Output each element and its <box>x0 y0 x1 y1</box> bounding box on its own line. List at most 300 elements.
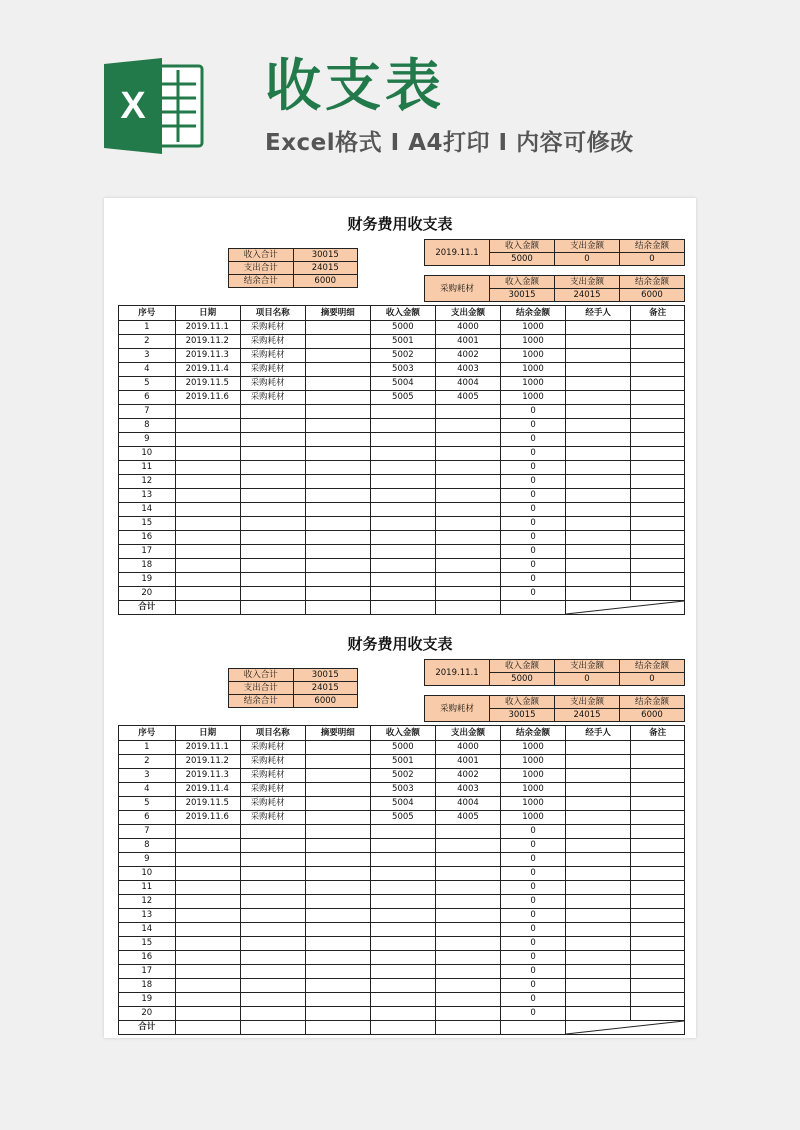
table-cell[interactable] <box>566 811 631 825</box>
table-cell[interactable] <box>631 811 685 825</box>
table-cell[interactable] <box>240 517 305 531</box>
table-cell[interactable] <box>305 405 370 419</box>
table-cell[interactable] <box>631 559 685 573</box>
table-cell[interactable]: 0 <box>500 881 565 895</box>
table-cell[interactable] <box>566 909 631 923</box>
table-cell[interactable]: 0 <box>500 503 565 517</box>
table-cell[interactable] <box>435 993 500 1007</box>
table-cell[interactable]: 13 <box>119 909 176 923</box>
table-cell[interactable]: 1000 <box>500 391 565 405</box>
table-cell[interactable] <box>305 349 370 363</box>
table-cell[interactable]: 2019.11.6 <box>175 391 240 405</box>
table-cell[interactable]: 2019.11.1 <box>175 741 240 755</box>
table-cell[interactable] <box>175 419 240 433</box>
table-cell[interactable] <box>566 853 631 867</box>
table-cell[interactable] <box>370 825 435 839</box>
stats-header[interactable]: 收入金额 <box>490 660 555 673</box>
stats-value[interactable]: 0 <box>555 673 620 686</box>
table-cell[interactable] <box>566 433 631 447</box>
table-cell[interactable]: 采购耗材 <box>240 391 305 405</box>
total-diagonal-cell[interactable] <box>566 1021 685 1035</box>
table-cell[interactable]: 采购耗材 <box>240 377 305 391</box>
table-cell[interactable] <box>305 517 370 531</box>
table-cell[interactable] <box>631 475 685 489</box>
table-cell[interactable] <box>566 587 631 601</box>
table-cell[interactable] <box>305 531 370 545</box>
table-cell[interactable] <box>370 503 435 517</box>
table-cell[interactable]: 1000 <box>500 797 565 811</box>
table-cell[interactable]: 0 <box>500 951 565 965</box>
stats-header[interactable]: 支出金额 <box>555 276 620 289</box>
table-cell[interactable] <box>175 447 240 461</box>
table-cell[interactable]: 4004 <box>435 377 500 391</box>
table-cell[interactable]: 5000 <box>370 321 435 335</box>
stats-value[interactable]: 5000 <box>490 253 555 266</box>
summary-label[interactable]: 支出合计 <box>229 262 294 275</box>
table-cell[interactable] <box>435 559 500 573</box>
table-cell[interactable]: 1000 <box>500 769 565 783</box>
stats-header[interactable]: 结余金额 <box>620 276 685 289</box>
table-cell[interactable] <box>631 1007 685 1021</box>
table-cell[interactable] <box>240 447 305 461</box>
table-cell[interactable] <box>631 405 685 419</box>
stats-value[interactable]: 0 <box>620 253 685 266</box>
table-cell[interactable] <box>305 503 370 517</box>
table-cell[interactable]: 采购耗材 <box>240 741 305 755</box>
table-cell[interactable]: 0 <box>500 909 565 923</box>
table-cell[interactable]: 20 <box>119 1007 176 1021</box>
stats-value[interactable]: 30015 <box>490 709 555 722</box>
table-cell[interactable] <box>175 993 240 1007</box>
column-header[interactable]: 序号 <box>119 726 176 741</box>
column-header[interactable]: 序号 <box>119 306 176 321</box>
table-cell[interactable] <box>240 475 305 489</box>
table-cell[interactable]: 0 <box>500 419 565 433</box>
table-cell[interactable] <box>631 503 685 517</box>
table-cell[interactable]: 0 <box>500 979 565 993</box>
summary-value[interactable]: 30015 <box>293 669 358 682</box>
table-cell[interactable] <box>175 853 240 867</box>
table-cell[interactable]: 2 <box>119 335 176 349</box>
table-cell[interactable]: 采购耗材 <box>240 783 305 797</box>
table-cell[interactable]: 0 <box>500 517 565 531</box>
table-cell[interactable] <box>566 349 631 363</box>
table-cell[interactable] <box>175 923 240 937</box>
column-header[interactable]: 备注 <box>631 306 685 321</box>
table-cell[interactable]: 2019.11.2 <box>175 335 240 349</box>
table-cell[interactable]: 4000 <box>435 321 500 335</box>
table-cell[interactable] <box>305 573 370 587</box>
table-cell[interactable] <box>566 951 631 965</box>
table-cell[interactable] <box>631 755 685 769</box>
stats-label[interactable]: 采购耗材 <box>425 276 490 302</box>
table-cell[interactable] <box>631 769 685 783</box>
stats-value[interactable]: 24015 <box>555 709 620 722</box>
table-cell[interactable] <box>305 797 370 811</box>
stats-header[interactable]: 结余金额 <box>620 660 685 673</box>
table-cell[interactable] <box>305 979 370 993</box>
table-cell[interactable] <box>566 825 631 839</box>
table-cell[interactable]: 0 <box>500 489 565 503</box>
table-cell[interactable] <box>370 433 435 447</box>
table-cell[interactable] <box>240 433 305 447</box>
table-cell[interactable] <box>435 461 500 475</box>
table-cell[interactable]: 2019.11.1 <box>175 321 240 335</box>
table-cell[interactable] <box>240 839 305 853</box>
table-cell[interactable] <box>566 503 631 517</box>
table-cell[interactable] <box>240 937 305 951</box>
table-cell[interactable] <box>305 489 370 503</box>
table-cell[interactable] <box>370 405 435 419</box>
summary-value[interactable]: 6000 <box>293 275 358 288</box>
table-cell[interactable] <box>305 1007 370 1021</box>
table-cell[interactable] <box>305 853 370 867</box>
table-cell[interactable] <box>631 419 685 433</box>
table-cell[interactable] <box>566 461 631 475</box>
table-cell[interactable] <box>305 363 370 377</box>
table-cell[interactable] <box>370 895 435 909</box>
table-cell[interactable] <box>566 559 631 573</box>
table-cell[interactable]: 19 <box>119 573 176 587</box>
table-cell[interactable]: 0 <box>500 475 565 489</box>
table-cell[interactable] <box>175 825 240 839</box>
stats-value[interactable]: 24015 <box>555 289 620 302</box>
column-header[interactable]: 日期 <box>175 306 240 321</box>
table-cell[interactable]: 0 <box>500 545 565 559</box>
stats-value[interactable]: 5000 <box>490 673 555 686</box>
table-cell[interactable]: 采购耗材 <box>240 321 305 335</box>
stats-header[interactable]: 结余金额 <box>620 240 685 253</box>
table-cell[interactable]: 15 <box>119 937 176 951</box>
table-cell[interactable] <box>370 839 435 853</box>
table-cell[interactable]: 4004 <box>435 797 500 811</box>
table-cell[interactable] <box>175 461 240 475</box>
table-cell[interactable] <box>370 545 435 559</box>
table-cell[interactable]: 14 <box>119 923 176 937</box>
table-cell[interactable]: 5001 <box>370 755 435 769</box>
table-cell[interactable]: 2019.11.2 <box>175 755 240 769</box>
table-cell[interactable] <box>566 335 631 349</box>
table-cell[interactable]: 0 <box>500 405 565 419</box>
table-cell[interactable] <box>435 447 500 461</box>
table-cell[interactable] <box>435 825 500 839</box>
column-header[interactable]: 日期 <box>175 726 240 741</box>
column-header[interactable]: 项目名称 <box>240 726 305 741</box>
summary-label[interactable]: 收入合计 <box>229 249 294 262</box>
table-cell[interactable] <box>370 573 435 587</box>
table-cell[interactable] <box>240 573 305 587</box>
table-cell[interactable]: 采购耗材 <box>240 797 305 811</box>
table-cell[interactable] <box>240 923 305 937</box>
table-cell[interactable] <box>175 545 240 559</box>
table-cell[interactable]: 5005 <box>370 391 435 405</box>
table-cell[interactable] <box>370 489 435 503</box>
stats-header[interactable]: 收入金额 <box>490 696 555 709</box>
table-cell[interactable] <box>370 881 435 895</box>
stats-label[interactable]: 2019.11.1 <box>425 240 490 266</box>
table-cell[interactable] <box>370 979 435 993</box>
total-cell[interactable] <box>240 1021 305 1035</box>
table-cell[interactable] <box>370 447 435 461</box>
table-cell[interactable]: 17 <box>119 545 176 559</box>
table-cell[interactable]: 0 <box>500 965 565 979</box>
table-cell[interactable]: 4001 <box>435 335 500 349</box>
summary-label[interactable]: 结余合计 <box>229 275 294 288</box>
table-cell[interactable] <box>435 433 500 447</box>
table-cell[interactable]: 1000 <box>500 755 565 769</box>
column-header[interactable]: 结余金额 <box>500 306 565 321</box>
table-cell[interactable] <box>240 545 305 559</box>
table-cell[interactable]: 5004 <box>370 797 435 811</box>
total-cell[interactable] <box>240 601 305 615</box>
table-cell[interactable]: 0 <box>500 461 565 475</box>
table-cell[interactable] <box>240 881 305 895</box>
table-cell[interactable]: 1000 <box>500 349 565 363</box>
total-cell[interactable] <box>175 1021 240 1035</box>
table-cell[interactable] <box>435 965 500 979</box>
table-cell[interactable] <box>305 909 370 923</box>
table-cell[interactable] <box>305 769 370 783</box>
table-cell[interactable] <box>566 993 631 1007</box>
table-cell[interactable] <box>435 475 500 489</box>
table-cell[interactable] <box>240 405 305 419</box>
table-cell[interactable]: 6 <box>119 811 176 825</box>
table-cell[interactable] <box>175 433 240 447</box>
table-cell[interactable] <box>631 965 685 979</box>
table-cell[interactable] <box>631 839 685 853</box>
table-cell[interactable] <box>566 419 631 433</box>
table-cell[interactable] <box>566 797 631 811</box>
total-cell[interactable] <box>370 601 435 615</box>
table-cell[interactable] <box>175 881 240 895</box>
column-header[interactable]: 备注 <box>631 726 685 741</box>
table-cell[interactable] <box>240 559 305 573</box>
table-cell[interactable]: 0 <box>500 433 565 447</box>
stats-header[interactable]: 收入金额 <box>490 240 555 253</box>
table-cell[interactable] <box>435 419 500 433</box>
table-cell[interactable] <box>370 951 435 965</box>
table-cell[interactable] <box>566 363 631 377</box>
table-cell[interactable]: 0 <box>500 531 565 545</box>
table-cell[interactable] <box>240 531 305 545</box>
table-cell[interactable] <box>566 937 631 951</box>
column-header[interactable]: 支出金额 <box>435 306 500 321</box>
table-cell[interactable] <box>175 909 240 923</box>
table-cell[interactable] <box>370 559 435 573</box>
table-cell[interactable] <box>435 503 500 517</box>
table-cell[interactable]: 3 <box>119 349 176 363</box>
table-cell[interactable] <box>305 377 370 391</box>
stats-value[interactable]: 6000 <box>620 709 685 722</box>
table-cell[interactable] <box>370 419 435 433</box>
table-cell[interactable] <box>435 839 500 853</box>
table-cell[interactable]: 5 <box>119 797 176 811</box>
table-cell[interactable] <box>566 867 631 881</box>
table-cell[interactable] <box>631 391 685 405</box>
column-header[interactable]: 经手人 <box>566 306 631 321</box>
table-cell[interactable]: 4001 <box>435 755 500 769</box>
table-cell[interactable]: 0 <box>500 867 565 881</box>
table-cell[interactable] <box>175 587 240 601</box>
table-cell[interactable] <box>435 405 500 419</box>
table-cell[interactable] <box>305 825 370 839</box>
table-cell[interactable] <box>631 853 685 867</box>
column-header[interactable]: 收入金额 <box>370 306 435 321</box>
table-cell[interactable] <box>631 321 685 335</box>
table-cell[interactable]: 16 <box>119 531 176 545</box>
table-cell[interactable]: 0 <box>500 1007 565 1021</box>
table-cell[interactable]: 3 <box>119 769 176 783</box>
table-cell[interactable] <box>240 461 305 475</box>
table-cell[interactable] <box>175 839 240 853</box>
table-cell[interactable] <box>631 825 685 839</box>
table-cell[interactable]: 11 <box>119 461 176 475</box>
total-cell[interactable] <box>370 1021 435 1035</box>
table-cell[interactable] <box>566 489 631 503</box>
table-cell[interactable] <box>305 447 370 461</box>
table-cell[interactable] <box>370 1007 435 1021</box>
table-cell[interactable] <box>240 853 305 867</box>
table-cell[interactable] <box>631 587 685 601</box>
table-cell[interactable] <box>305 839 370 853</box>
table-cell[interactable] <box>370 517 435 531</box>
table-cell[interactable] <box>631 349 685 363</box>
table-cell[interactable] <box>631 881 685 895</box>
table-cell[interactable]: 采购耗材 <box>240 349 305 363</box>
table-cell[interactable]: 4002 <box>435 349 500 363</box>
table-cell[interactable] <box>370 937 435 951</box>
table-cell[interactable] <box>370 867 435 881</box>
total-cell[interactable] <box>305 601 370 615</box>
table-cell[interactable]: 2019.11.4 <box>175 363 240 377</box>
table-cell[interactable]: 5001 <box>370 335 435 349</box>
table-cell[interactable] <box>566 979 631 993</box>
table-cell[interactable]: 19 <box>119 993 176 1007</box>
table-cell[interactable] <box>566 895 631 909</box>
table-cell[interactable]: 2019.11.3 <box>175 349 240 363</box>
table-cell[interactable]: 10 <box>119 447 176 461</box>
stats-label[interactable]: 2019.11.1 <box>425 660 490 686</box>
table-cell[interactable] <box>175 979 240 993</box>
table-cell[interactable]: 1000 <box>500 811 565 825</box>
table-cell[interactable] <box>631 489 685 503</box>
table-cell[interactable] <box>305 783 370 797</box>
table-cell[interactable]: 4002 <box>435 769 500 783</box>
table-cell[interactable] <box>240 419 305 433</box>
total-cell[interactable] <box>435 601 500 615</box>
table-cell[interactable] <box>631 363 685 377</box>
table-cell[interactable]: 2019.11.5 <box>175 377 240 391</box>
table-cell[interactable] <box>435 923 500 937</box>
table-cell[interactable]: 0 <box>500 825 565 839</box>
column-header[interactable]: 项目名称 <box>240 306 305 321</box>
table-cell[interactable] <box>631 951 685 965</box>
table-cell[interactable] <box>305 881 370 895</box>
summary-label[interactable]: 结余合计 <box>229 695 294 708</box>
table-cell[interactable]: 4003 <box>435 363 500 377</box>
table-cell[interactable] <box>631 573 685 587</box>
table-cell[interactable] <box>435 531 500 545</box>
total-cell[interactable] <box>500 1021 565 1035</box>
table-cell[interactable]: 1 <box>119 321 176 335</box>
table-cell[interactable] <box>305 895 370 909</box>
table-cell[interactable] <box>435 587 500 601</box>
table-cell[interactable] <box>435 895 500 909</box>
table-cell[interactable] <box>435 545 500 559</box>
table-cell[interactable] <box>175 937 240 951</box>
table-cell[interactable] <box>305 321 370 335</box>
table-cell[interactable] <box>240 867 305 881</box>
table-cell[interactable] <box>435 573 500 587</box>
table-cell[interactable] <box>631 993 685 1007</box>
table-cell[interactable]: 1000 <box>500 741 565 755</box>
table-cell[interactable] <box>370 475 435 489</box>
stats-value[interactable]: 0 <box>555 253 620 266</box>
table-cell[interactable] <box>566 545 631 559</box>
table-cell[interactable]: 0 <box>500 447 565 461</box>
table-cell[interactable] <box>175 895 240 909</box>
table-cell[interactable] <box>631 867 685 881</box>
table-cell[interactable]: 16 <box>119 951 176 965</box>
table-cell[interactable] <box>631 517 685 531</box>
table-cell[interactable] <box>631 979 685 993</box>
table-cell[interactable] <box>435 853 500 867</box>
stats-value[interactable]: 6000 <box>620 289 685 302</box>
table-cell[interactable] <box>566 475 631 489</box>
table-cell[interactable] <box>240 993 305 1007</box>
table-cell[interactable] <box>305 559 370 573</box>
table-cell[interactable] <box>240 1007 305 1021</box>
table-cell[interactable] <box>240 909 305 923</box>
table-cell[interactable] <box>175 965 240 979</box>
table-cell[interactable] <box>631 909 685 923</box>
table-cell[interactable] <box>435 951 500 965</box>
table-cell[interactable]: 12 <box>119 895 176 909</box>
table-cell[interactable]: 2019.11.6 <box>175 811 240 825</box>
table-cell[interactable] <box>175 475 240 489</box>
column-header[interactable]: 摘要明细 <box>305 306 370 321</box>
table-cell[interactable]: 2 <box>119 755 176 769</box>
summary-value[interactable]: 30015 <box>293 249 358 262</box>
table-cell[interactable]: 0 <box>500 573 565 587</box>
table-cell[interactable]: 0 <box>500 895 565 909</box>
stats-header[interactable]: 支出金额 <box>555 660 620 673</box>
table-cell[interactable]: 1 <box>119 741 176 755</box>
table-cell[interactable] <box>631 461 685 475</box>
table-cell[interactable] <box>240 951 305 965</box>
table-cell[interactable]: 13 <box>119 489 176 503</box>
total-cell[interactable] <box>435 1021 500 1035</box>
summary-value[interactable]: 6000 <box>293 695 358 708</box>
table-cell[interactable] <box>566 881 631 895</box>
table-cell[interactable]: 0 <box>500 923 565 937</box>
column-header[interactable]: 收入金额 <box>370 726 435 741</box>
table-cell[interactable] <box>631 531 685 545</box>
table-cell[interactable]: 5002 <box>370 349 435 363</box>
table-cell[interactable] <box>240 489 305 503</box>
column-header[interactable]: 支出金额 <box>435 726 500 741</box>
table-cell[interactable]: 7 <box>119 405 176 419</box>
table-cell[interactable] <box>240 979 305 993</box>
total-cell[interactable] <box>500 601 565 615</box>
table-cell[interactable]: 12 <box>119 475 176 489</box>
table-cell[interactable]: 1000 <box>500 363 565 377</box>
table-cell[interactable] <box>370 531 435 545</box>
table-cell[interactable] <box>175 573 240 587</box>
table-cell[interactable] <box>631 895 685 909</box>
table-cell[interactable]: 采购耗材 <box>240 811 305 825</box>
table-cell[interactable]: 8 <box>119 419 176 433</box>
